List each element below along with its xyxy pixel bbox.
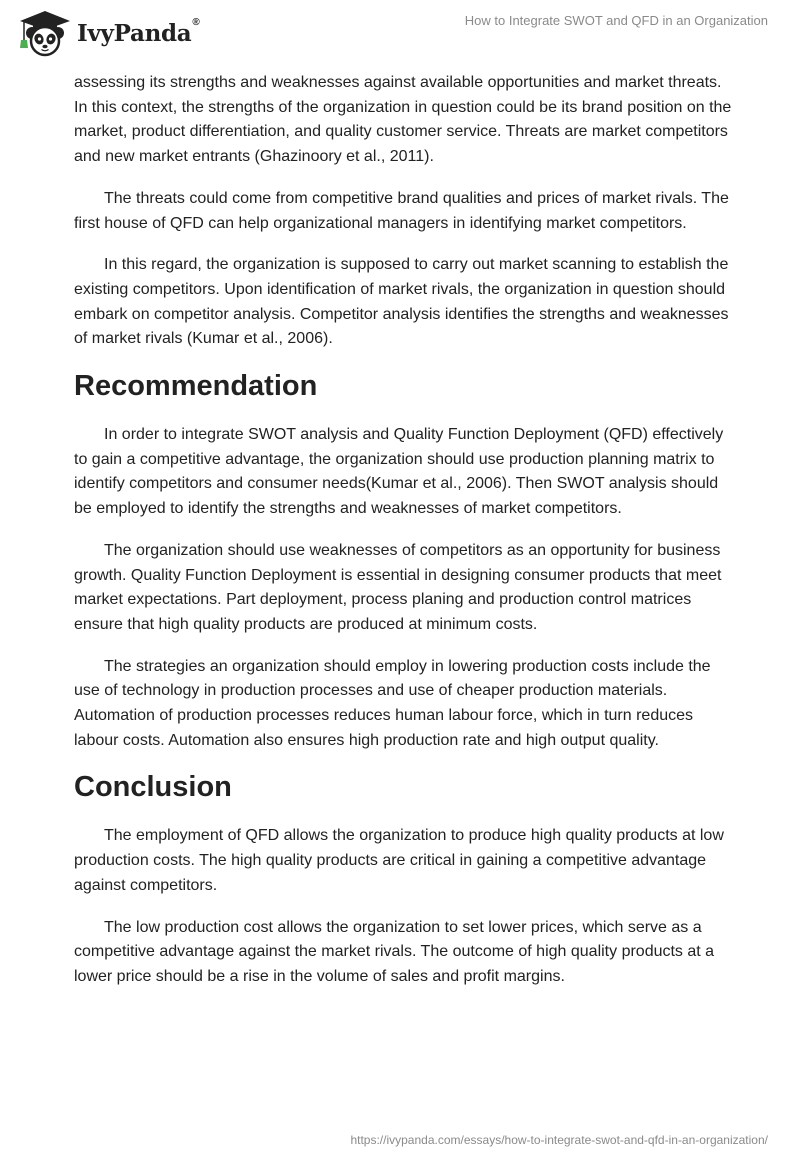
paragraph: In this regard, the organization is supposed to carry out market scanning to establish the existing competitors. Upon identification of market rivals, the organization in question should embark on competitor analysis. Competitor analysis identifies the strengths and weaknesses of market rivals (Kumar et al., 2006). [74,256,729,348]
page-header [0,0,800,66]
paragraph: In order to integrate SWOT analysis and Quality Function Deployment (QFD) effectively to gain a competitive advantage, the organization should use production planning matrix to identify competitors and consumer needs(Kumar et al., 2006). Then SWOT analysis should be employed to identify the strengths and weaknesses of market competitors. [74,426,724,518]
source-url-link[interactable]: https://ivypanda.com/essays/how-to-integrate-swot-and-qfd-in-an-organization/ [350,1133,768,1147]
panda-graduate-logo-icon [14,8,74,58]
paragraph: The organization should use weaknesses of competitors as an opportunity for business growth. Quality Function Deployment is essential in designing consumer products that meet market expectations. Part deployment, process planing and production control matrices ensure that high quality products are produced at minimum costs. [74,541,722,633]
brand-logo[interactable] [14,8,199,58]
essay-content [74,71,734,1007]
registered-mark: ® [192,16,200,28]
paragraph: The threats could come from competitive brand qualities and prices of market rivals. The first house of QFD can help organizational managers in identifying market competitors. [74,189,729,232]
paragraph: The employment of QFD allows the organization to produce high quality products at low production costs. The high quality products are critical in gaining a competitive advantage against competitors. [74,827,724,894]
section-heading-recommendation: Recommendation [74,370,318,403]
section-heading-conclusion: Conclusion [74,771,232,804]
brand-name: IvyPanda® [77,16,200,47]
paragraph-intro-continued: assessing its strengths and weaknesses against available opportunities and market threats. In this context, the strengths of the organization in question could be its brand position on the market, product differentiation, and quality customer service. Threats are market competitors and new market entrants (Ghazinoory et al., 2011). [74,74,732,166]
paragraph: The strategies an organization should employ in lowering production costs include the use of technology in production processes and use of cheaper production materials. Automation of production processes reduces human labour force, which in turn reduces labour costs. Automation also ensures high production rate and high output quality. [74,657,711,749]
paragraph: The low production cost allows the organization to set lower prices, which serve as a competitive advantage against the market rivals. The outcome of high quality products at a lower price should be a rise in the volume of sales and profit margins. [74,918,715,985]
document-title: How to Integrate SWOT and QFD in an Organization [464,13,768,28]
